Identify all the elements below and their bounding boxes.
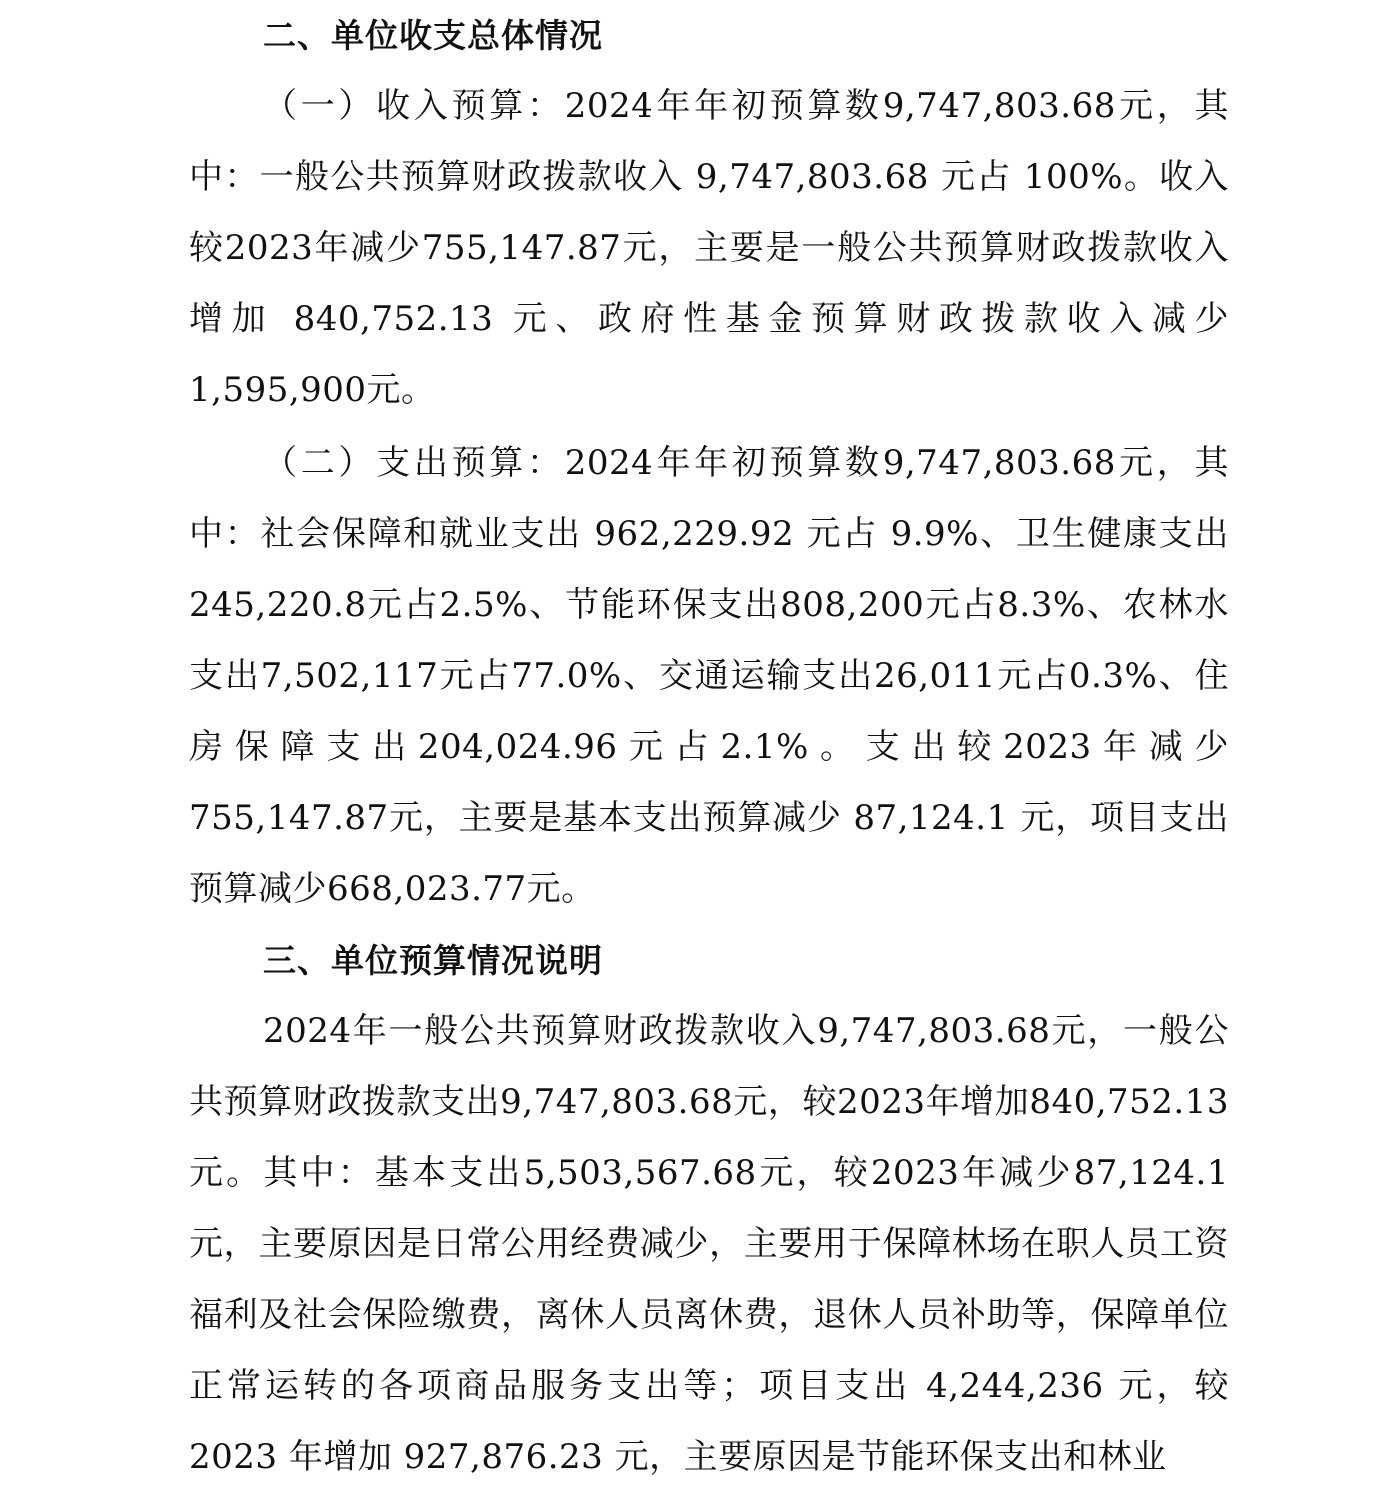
- paragraph-income-budget: （一）收入预算：2024年年初预算数9,747,803.68元，其中：一般公共预算财政拨款收入 9,747,803.68 元占 100%。收入较2023年减少755,147.87元，主要是一般公共预算财政拨款收入增加 840,752.13 元、政府性基金预算财政拨款收入减少 1,595,900元。: [189, 86, 1229, 410]
- paragraph-expense-budget: （二）支出预算：2024年年初预算数9,747,803.68元，其中：社会保障和就业支出 962,229.92 元占 9.9%、卫生健康支出245,220.8元占2.5%、节能环保支出808,200元占8.3%、农林水支出7,502,117元占77.0%、交通运输支出26,011元占0.3%、住房保障支出204,024.96元占2.1%。支出较2023年减少755,147.87元，主要是基本支出预算减少 87,124.1 元，项目支出预算减少668,023.77元。: [189, 443, 1229, 909]
- paragraph-budget-explanation: 2024年一般公共预算财政拨款收入9,747,803.68元，一般公共预算财政拨款支出9,747,803.68元，较2023年增加840,752.13元。其中：基本支出5,503,567.68元，较2023年减少87,124.1元，主要原因是日常公用经费减少，主要用于保障林场在职人员工资福利及社会保险缴费，离休人员离休费，退休人员补助等，保障单位正常运转的各项商品服务支出等；项目支出 4,244,236 元，较 2023 年增加 927,876.23 元，主要原因是节能环保支出和林业: [189, 1011, 1229, 1477]
- section-heading-unit-income-expenditure: 二、单位收支总体情况: [263, 16, 603, 55]
- document-body: [189, 0, 1229, 1493]
- section-heading-budget-explanation: 三、单位预算情况说明: [263, 941, 603, 980]
